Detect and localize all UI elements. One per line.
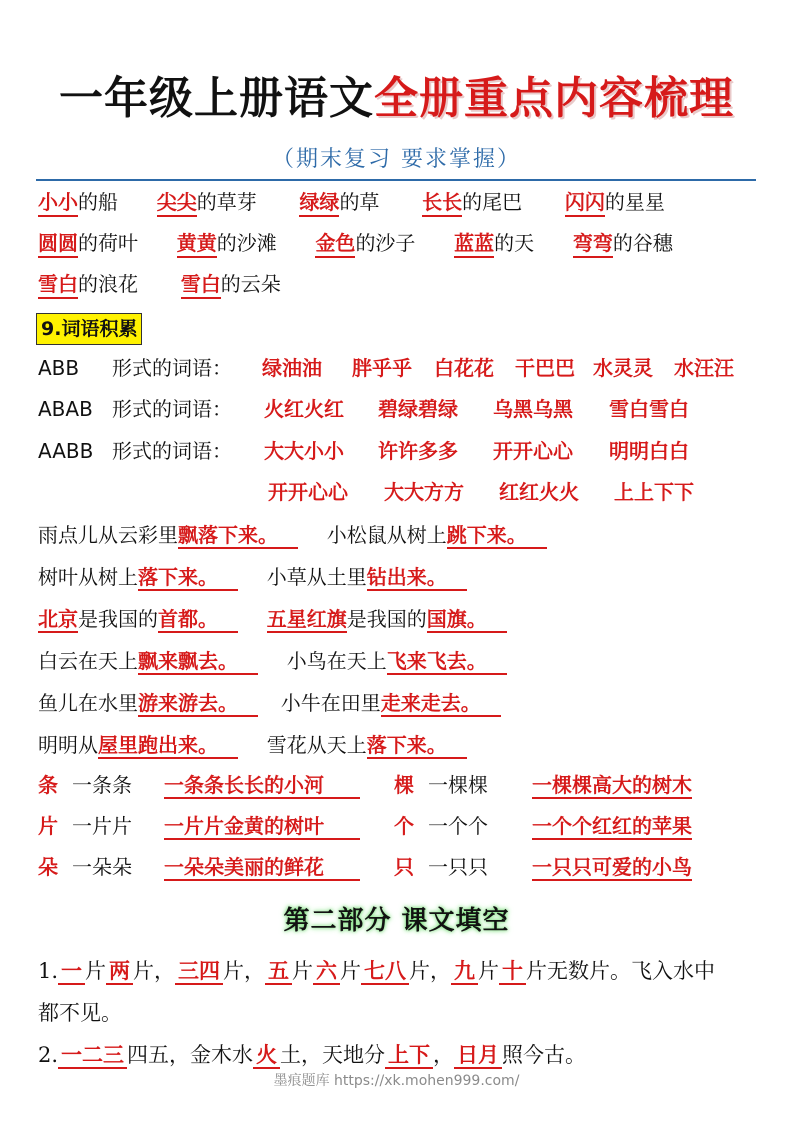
sentence-row: 雨点儿从云彩里飘落下来。 小松鼠从树上跳下来。 bbox=[38, 520, 547, 550]
pattern-word: 红红火火 bbox=[499, 480, 579, 504]
pattern-word: 水灵灵 bbox=[593, 356, 653, 380]
measure-row: 片 一片片 一片片金黄的树叶 个 一个个 一个个红红的苹果 bbox=[38, 814, 692, 838]
pattern-label-aabb: 形式的词语： bbox=[112, 439, 232, 463]
pattern-word: 开开心心 bbox=[268, 480, 348, 504]
pattern-code-abb: ABB bbox=[38, 356, 80, 380]
fill-item-1-line2: 都不见。 bbox=[38, 1001, 122, 1025]
pattern-label-abab: 形式的词语： bbox=[112, 397, 232, 421]
redup-item: 绿绿的草 bbox=[299, 190, 379, 217]
pattern-word: 干巴巴 bbox=[515, 356, 575, 380]
part-two-heading: 第二部分 课文填空 bbox=[283, 906, 510, 936]
fill-answer: 九 bbox=[451, 958, 478, 985]
redup-item: 圆圆的荷叶 bbox=[38, 231, 138, 258]
measure-row: 朵 一朵朵 一朵朵美丽的鲜花 只 一只只 一只只可爱的小鸟 bbox=[38, 855, 692, 879]
page-subtitle: （期末复习 要求掌握） bbox=[272, 147, 521, 172]
fill-answer: 六 bbox=[313, 958, 340, 985]
sentence-row: 鱼儿在水里游来游去。 小牛在田里走来走去。 bbox=[38, 688, 501, 718]
pattern-code-abab: ABAB bbox=[38, 397, 93, 421]
redup-item: 金色的沙子 bbox=[315, 231, 415, 258]
redup-item: 尖尖的草芽 bbox=[157, 190, 257, 217]
pattern-word: 大大小小 bbox=[264, 439, 344, 463]
redup-row-3 bbox=[38, 269, 281, 299]
sentence-row: 树叶从树上落下来。 小草从土里钻出来。 bbox=[38, 562, 467, 592]
fill-item-2: 2. 一二三 四五，金木水 火 土，天地分 上下 ， 日月 照今古。 bbox=[38, 1042, 587, 1067]
fill-text: 四五，金木水 bbox=[127, 1043, 254, 1067]
title-black-part: 一年级上册语文 bbox=[59, 73, 374, 124]
sentence-row: 明明从屋里跑出来。 雪花从天上落下来。 bbox=[38, 730, 467, 760]
fill-answer: 两 bbox=[106, 958, 133, 985]
redup-row-1 bbox=[38, 187, 665, 217]
pattern-word: 绿油油 bbox=[262, 356, 322, 380]
pattern-word: 水汪汪 bbox=[674, 356, 734, 380]
pattern-code-aabb: AABB bbox=[38, 439, 94, 463]
fill-text: 片 bbox=[340, 959, 362, 983]
sentence-row: 北京是我国的首都。 五星红旗是我国的国旗。 bbox=[38, 604, 507, 634]
redup-item: 蓝蓝的天 bbox=[454, 231, 534, 258]
redup-item: 闪闪的星星 bbox=[565, 190, 665, 217]
fill-answer: 三四 bbox=[175, 958, 223, 985]
redup-item: 弯弯的谷穗 bbox=[573, 231, 673, 258]
fill-answer: 火 bbox=[253, 1042, 280, 1069]
fill-text: 片无数片。飞入水中 bbox=[526, 959, 716, 983]
pattern-word: 白花花 bbox=[434, 356, 494, 380]
fill-text: 片 bbox=[292, 959, 314, 983]
fill-answer: 十 bbox=[499, 958, 526, 985]
redup-row-2 bbox=[38, 228, 673, 258]
section-heading-9: 9.词语积累 bbox=[36, 313, 142, 345]
fill-answer: 一二三 bbox=[58, 1042, 127, 1069]
pattern-word: 开开心心 bbox=[493, 439, 573, 463]
pattern-word: 许许多多 bbox=[378, 439, 458, 463]
pattern-word: 雪白雪白 bbox=[609, 397, 689, 421]
pattern-word: 上上下下 bbox=[614, 480, 694, 504]
pattern-word: 火红火红 bbox=[264, 397, 344, 421]
pattern-word: 明明白白 bbox=[609, 439, 689, 463]
fill-text: ， bbox=[433, 1043, 455, 1067]
sentence-row: 白云在天上飘来飘去。 小鸟在天上飞来飞去。 bbox=[38, 646, 507, 676]
measure-row: 条 一条条 一条条长长的小河 棵 一棵棵 一棵棵高大的树木 bbox=[38, 773, 692, 797]
fill-text: 片， bbox=[133, 959, 176, 983]
pattern-word: 胖乎乎 bbox=[352, 356, 412, 380]
redup-item: 小小的船 bbox=[38, 190, 118, 217]
fill-text: 照今古。 bbox=[502, 1043, 587, 1067]
title-divider bbox=[36, 179, 756, 181]
fill-text: 土，天地分 bbox=[280, 1043, 386, 1067]
fill-answer: 七八 bbox=[361, 958, 409, 985]
redup-item: 长长的尾巴 bbox=[422, 190, 522, 217]
page-title bbox=[0, 62, 793, 126]
fill-answer: 五 bbox=[265, 958, 292, 985]
pattern-word: 碧绿碧绿 bbox=[378, 397, 458, 421]
fill-answer: 日月 bbox=[454, 1042, 502, 1069]
pattern-word: 乌黑乌黑 bbox=[493, 397, 573, 421]
title-red-part: 全册重点内容梳理 bbox=[374, 73, 734, 124]
fill-answer: 上下 bbox=[385, 1042, 433, 1069]
fill-item-1: 1. 一 片 两 片， 三四 片， 五 片 六 片 七八 片， 九 片 十 片无数片。飞入水中 bbox=[38, 958, 716, 983]
redup-item: 雪白的云朵 bbox=[181, 272, 281, 299]
redup-item: 黄黄的沙滩 bbox=[177, 231, 277, 258]
fill-text: 片 bbox=[85, 959, 107, 983]
fill-text: 片 bbox=[478, 959, 500, 983]
footer-watermark: 墨痕题库 https://xk.mohen999.com/ bbox=[273, 1073, 520, 1089]
pattern-word: 大大方方 bbox=[384, 480, 464, 504]
fill-answer: 一 bbox=[58, 958, 85, 985]
fill-text: 片， bbox=[409, 959, 452, 983]
redup-item: 雪白的浪花 bbox=[38, 272, 138, 299]
fill-text: 片， bbox=[223, 959, 266, 983]
pattern-label-abb: 形式的词语： bbox=[112, 356, 232, 380]
